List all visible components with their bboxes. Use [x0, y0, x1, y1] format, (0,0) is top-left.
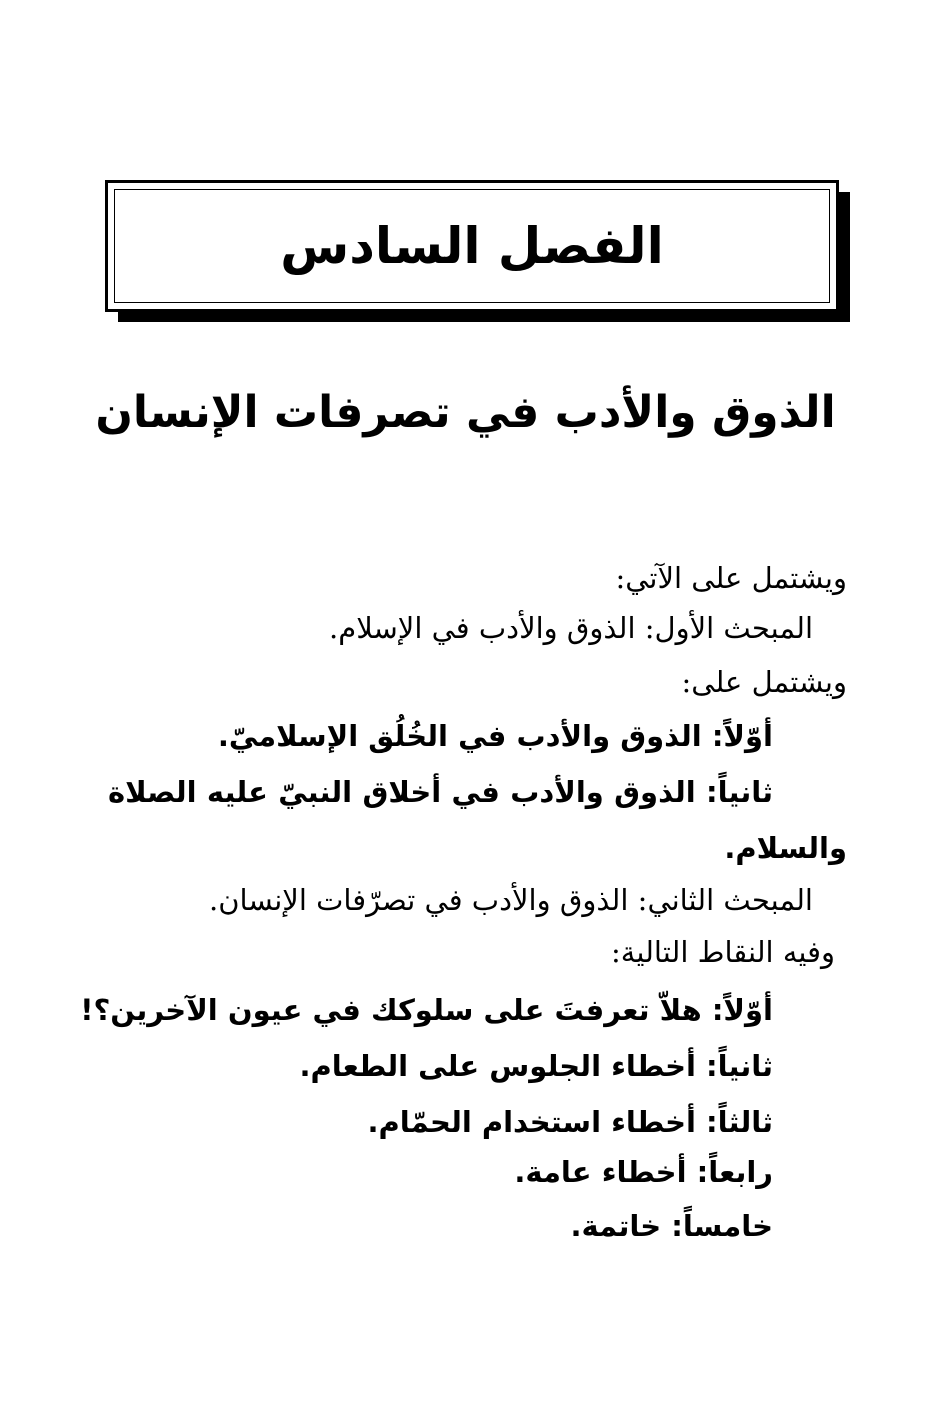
chapter-title-box [105, 180, 839, 312]
section2-item: ثالثاً: أخطاء استخدام الحمّام. [367, 1105, 773, 1139]
chapter-subtitle: الذوق والأدب في تصرفات الإنسان [95, 387, 836, 438]
section2-includes: وفيه النقاط التالية: [611, 935, 835, 969]
section2-item: ثانياً: أخطاء الجلوس على الطعام. [299, 1049, 773, 1083]
section1-item-continued: والسلام. [724, 831, 847, 865]
section2-item: خامساً: خاتمة. [570, 1209, 773, 1243]
section1-item: أوّلاً: الذوق والأدب في الخُلُق الإسلاميّ. [217, 719, 773, 753]
section1-includes: ويشتمل على: [681, 665, 847, 699]
chapter-title-inner-frame [114, 189, 830, 303]
contents-intro: ويشتمل على الآتي: [615, 561, 847, 595]
section1-item: ثانياً: الذوق والأدب في أخلاق النبيّ عليه الصلاة [108, 775, 773, 809]
section2-heading: المبحث الثاني: الذوق والأدب في تصرّفات الإنسان. [209, 883, 813, 917]
section1-heading: المبحث الأول: الذوق والأدب في الإسلام. [329, 611, 813, 645]
section2-item: رابعاً: أخطاء عامة. [514, 1155, 773, 1189]
chapter-title: الفصل السادس [280, 217, 664, 275]
section2-item: أوّلاً: هلاّ تعرفتَ على سلوكك في عيون الآخرين؟! [80, 993, 773, 1027]
